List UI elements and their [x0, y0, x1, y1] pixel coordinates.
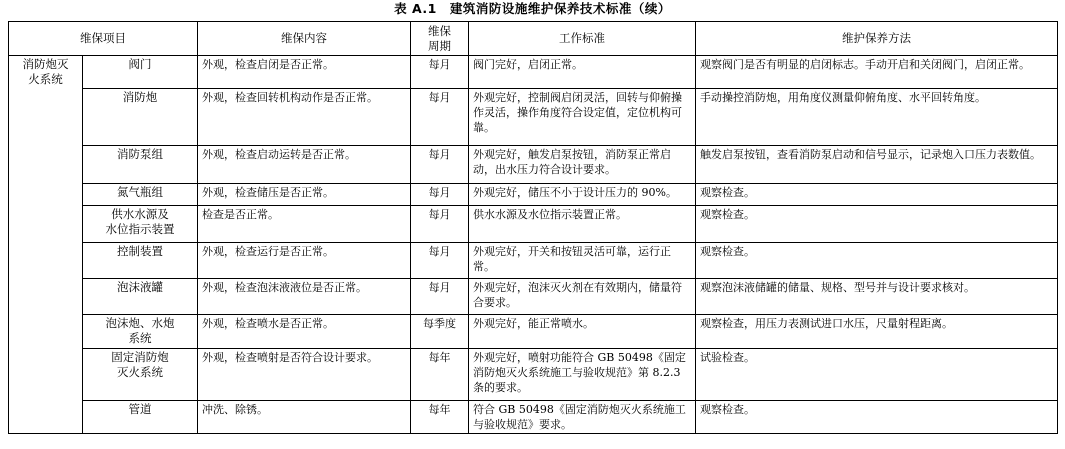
header-standard: 工作标准: [469, 22, 696, 56]
period-cell: 每月: [411, 146, 469, 184]
header-period-line2: 周期: [428, 38, 451, 53]
content-cell: 冲洗、除锈。: [198, 401, 411, 434]
item-label: 氮气瓶组: [117, 185, 163, 199]
content-cell: 检查是否正常。: [198, 206, 411, 243]
item-cell: [83, 56, 198, 89]
table-row: [9, 56, 1058, 89]
table-row: [9, 401, 1058, 434]
system-name-line1: 消防炮灭: [22, 57, 69, 71]
period-cell: 每月: [411, 56, 469, 89]
item-label: 阀门: [128, 57, 152, 71]
method-cell: 观察检查。: [696, 401, 1058, 434]
method-cell: 触发启泵按钮，查看消防泵启动和信号显示，记录炮入口压力表数值。: [696, 146, 1058, 184]
method-cell: 观察检查。: [696, 206, 1058, 243]
item-cell: [83, 401, 198, 434]
header-row: [9, 22, 1058, 56]
item-cell: [83, 146, 198, 184]
period-cell: 每年: [411, 349, 469, 401]
header-period: [411, 22, 469, 56]
header-content: 维保内容: [198, 22, 411, 56]
item-label: 消防炮: [122, 90, 158, 104]
standard-cell: 外观完好，喷射功能符合 GB 50498《固定消防炮灭火系统施工与验收规范》第 8.2.3 条的要求。: [469, 349, 696, 401]
method-cell: 观察检查。: [696, 243, 1058, 279]
table-row: [9, 89, 1058, 146]
item-label: 水位指示装置: [105, 222, 175, 236]
method-cell: 观察阀门是否有明显的启闭标志。手动开启和关闭阀门，启闭正常。: [696, 56, 1058, 89]
content-cell: 外观，检查运行是否正常。: [198, 243, 411, 279]
header-period-line1: 维保: [428, 23, 451, 38]
period-cell: 每季度: [411, 315, 469, 349]
period-cell: 每年: [411, 401, 469, 434]
period-cell: 每月: [411, 206, 469, 243]
item-label: 系统: [128, 331, 152, 345]
content-cell: 外观，检查启动运转是否正常。: [198, 146, 411, 184]
method-cell: 观察检查，用压力表测试进口水压，尺量射程距离。: [696, 315, 1058, 349]
item-label: 控制装置: [117, 244, 163, 258]
table-row: [9, 349, 1058, 401]
standard-cell: 外观完好，泡沫灭火剂在有效期内，储量符合要求。: [469, 279, 696, 315]
standard-cell: 外观完好，储压不小于设计压力的 90%。: [469, 184, 696, 206]
method-cell: 观察泡沫液储罐的储量、规格、型号并与设计要求核对。: [696, 279, 1058, 315]
table-row: [9, 146, 1058, 184]
method-cell: 观察检查。: [696, 184, 1058, 206]
content-cell: 外观，检查储压是否正常。: [198, 184, 411, 206]
item-cell: [83, 315, 198, 349]
content-cell: 外观，检查泡沫液液位是否正常。: [198, 279, 411, 315]
item-label: 固定消防炮: [111, 350, 169, 364]
item-cell: [83, 206, 198, 243]
standard-cell: 外观完好，控制阀启闭灵活，回转与仰俯操作灵活，操作角度符合设定值，定位机构可靠。: [469, 89, 696, 146]
table-row: [9, 279, 1058, 315]
system-name-line2: 火系统: [28, 72, 63, 86]
item-label: 灭火系统: [117, 365, 163, 379]
standard-cell: 阀门完好，启闭正常。: [469, 56, 696, 89]
item-label: 泡沫液罐: [117, 280, 163, 294]
standard-cell: 符合 GB 50498《固定消防炮灭火系统施工与验收规范》要求。: [469, 401, 696, 434]
standard-cell: 外观完好，能正常喷水。: [469, 315, 696, 349]
content-cell: 外观，检查回转机构动作是否正常。: [198, 89, 411, 146]
system-name-cell: [9, 56, 83, 434]
item-label: 管道: [128, 402, 152, 416]
method-cell: 试验检查。: [696, 349, 1058, 401]
content-cell: 外观，检查喷水是否正常。: [198, 315, 411, 349]
period-cell: 每月: [411, 243, 469, 279]
table-caption: 表 A.1 建筑消防设施维护保养技术标准（续）: [394, 1, 671, 16]
table-row: [9, 206, 1058, 243]
standard-cell: 外观完好，触发启泵按钮，消防泵正常启动，出水压力符合设计要求。: [469, 146, 696, 184]
item-label: 泡沫炮、水炮: [105, 316, 175, 330]
period-cell: 每月: [411, 279, 469, 315]
item-cell: [83, 184, 198, 206]
period-cell: 每月: [411, 184, 469, 206]
item-cell: [83, 89, 198, 146]
table-row: [9, 315, 1058, 349]
content-cell: 外观，检查启闭是否正常。: [198, 56, 411, 89]
standard-cell: 供水水源及水位指示装置正常。: [469, 206, 696, 243]
table-row: [9, 184, 1058, 206]
maintenance-standard-table: [8, 21, 1058, 434]
standard-cell: 外观完好，开关和按钮灵活可靠，运行正常。: [469, 243, 696, 279]
table-row: [9, 243, 1058, 279]
method-cell: 手动操控消防炮，用角度仪测量仰俯角度、水平回转角度。: [696, 89, 1058, 146]
item-cell: [83, 349, 198, 401]
content-cell: 外观，检查喷射是否符合设计要求。: [198, 349, 411, 401]
header-method: 维护保养方法: [696, 22, 1058, 56]
item-cell: [83, 279, 198, 315]
period-cell: 每月: [411, 89, 469, 146]
table-body: [9, 56, 1058, 434]
item-cell: [83, 243, 198, 279]
item-label: 消防泵组: [117, 147, 163, 161]
header-item: 维保项目: [9, 22, 198, 56]
item-label: 供水水源及: [111, 207, 169, 221]
